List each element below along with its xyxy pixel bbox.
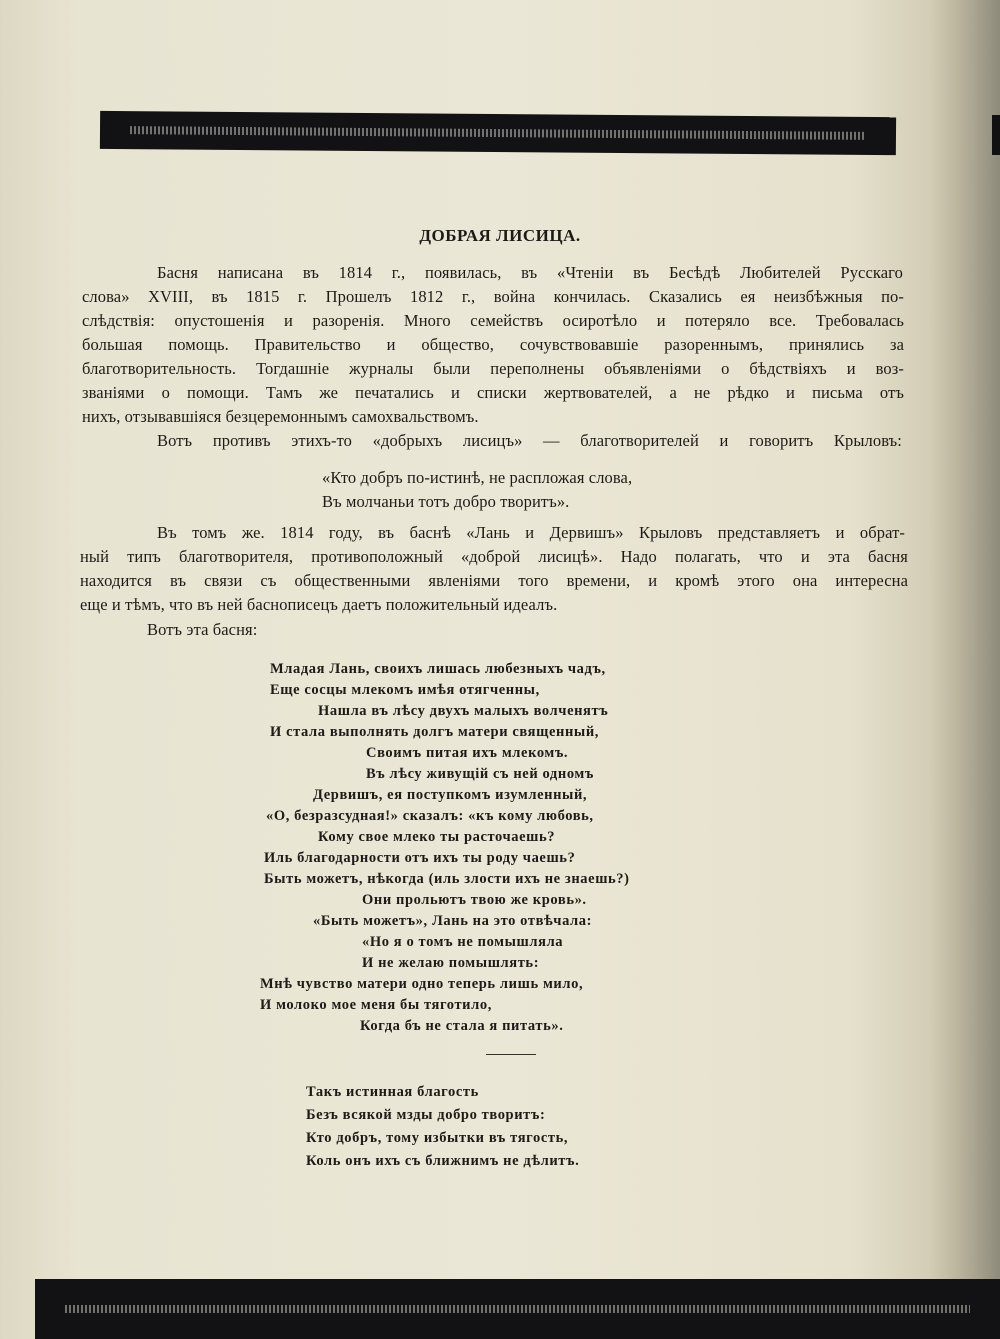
paragraph-line: званіями о помощи. Тамъ же печатались и списки жертвователей, а не рѣдко и письма отъ bbox=[82, 383, 904, 402]
next-page-edge bbox=[992, 115, 1000, 155]
paragraph-line: благотворительность. Тогдашніе журналы были переполнены объявленіями о бѣдствіяхъ и воз- bbox=[82, 359, 904, 378]
moral-line: Кто добръ, тому избытки въ тягость, bbox=[306, 1130, 569, 1146]
poem-line: И не желаю помышлять: bbox=[362, 955, 540, 971]
poem-line: Иль благодарности отъ ихъ ты роду чаешь? bbox=[264, 850, 576, 866]
paragraph-line: Вотъ эта басня: bbox=[147, 620, 258, 639]
poem-line: «Быть можетъ», Лань на это отвѣчала: bbox=[313, 913, 593, 929]
poem-line: Быть можетъ, нѣкогда (иль злости ихъ не знаешь?) bbox=[264, 871, 630, 887]
poem-line: Кому свое млеко ты расточаешь? bbox=[318, 829, 556, 845]
paragraph-line: нихъ, отзывавшіяся безцеремоннымъ самохвальствомъ. bbox=[82, 407, 479, 426]
paragraph-line: Въ томъ же. 1814 году, въ баснѣ «Лань и Дервишъ» Крыловъ представляетъ и обрат- bbox=[157, 523, 905, 542]
quote-line: «Кто добръ по-истинѣ, не распложая слова, bbox=[322, 468, 633, 487]
poem-line: И стала выполнять долгъ матери священный, bbox=[270, 724, 599, 740]
poem-line: «Но я о томъ не помышляла bbox=[362, 934, 564, 950]
paragraph-line: еще и тѣмъ, что въ ней баснописецъ даетъ положительный идеалъ. bbox=[80, 595, 558, 614]
poem-line: Дервишъ, ея поступкомъ изумленный, bbox=[313, 787, 588, 803]
moral-line: Такъ истинная благость bbox=[306, 1084, 479, 1100]
paragraph-line: ный типъ благотворителя, противоположный «доброй лисицѣ». Надо полагать, что и эта басня bbox=[80, 547, 908, 566]
poem-line: Мнѣ чувство матери одно теперь лишь мило, bbox=[260, 976, 584, 992]
paragraph-line: Басня написана въ 1814 г., появилась, въ «Чтеніи въ Бесѣдѣ Любителей Русскаго bbox=[157, 263, 903, 282]
poem-line: «О, безразсудная!» сказалъ: «къ кому любовь, bbox=[266, 808, 594, 824]
poem-line: Своимъ питая ихъ млекомъ. bbox=[366, 745, 569, 761]
page-title: ДОБРАЯ ЛИСИЦА. bbox=[419, 226, 581, 245]
top-ornamental-band bbox=[100, 111, 896, 155]
moral-line: Безъ всякой мзды добро творитъ: bbox=[306, 1107, 546, 1123]
poem-line: Нашла въ лѣсу двухъ малыхъ волченятъ bbox=[318, 703, 609, 719]
poem-line: Младая Лань, своихъ лишась любезныхъ чадъ, bbox=[270, 661, 606, 677]
poem-line: Они прольютъ твою же кровь». bbox=[362, 892, 587, 908]
poem-line: И молоко мое меня бы тяготило, bbox=[260, 997, 492, 1013]
quote-line: Въ молчаньи тотъ добро творитъ». bbox=[322, 492, 570, 511]
paragraph-line: слова» XVIII, въ 1815 г. Прошелъ 1812 г., война кончилась. Сказались ея неизбѣжныя по- bbox=[82, 287, 904, 306]
poem-line: Еще сосцы млекомъ имѣя отягченны, bbox=[270, 682, 540, 698]
divider bbox=[486, 1054, 536, 1055]
moral-line: Коль онъ ихъ съ ближнимъ не дѣлитъ. bbox=[306, 1153, 580, 1169]
paragraph-line: Вотъ противъ этихъ-то «добрыхъ лисицъ» — благотворителей и говоритъ Крыловъ: bbox=[157, 431, 902, 450]
paragraph-line: находится въ связи съ общественными явленіями того времени, и кромѣ этого она интересна bbox=[80, 571, 908, 590]
bottom-ornamental-band bbox=[35, 1279, 1000, 1339]
paragraph-line: большая помощь. Правительство и общество, сочувствовавшіе разореннымъ, принялись за bbox=[82, 335, 904, 354]
poem-line: Въ лѣсу живущій съ ней одномъ bbox=[366, 766, 594, 782]
poem-line: Когда бъ не стала я питать». bbox=[360, 1018, 564, 1034]
paragraph-line: слѣдствія: опустошенія и разоренія. Много семействъ осиротѣло и потеряло все. Требовалась bbox=[82, 311, 904, 330]
